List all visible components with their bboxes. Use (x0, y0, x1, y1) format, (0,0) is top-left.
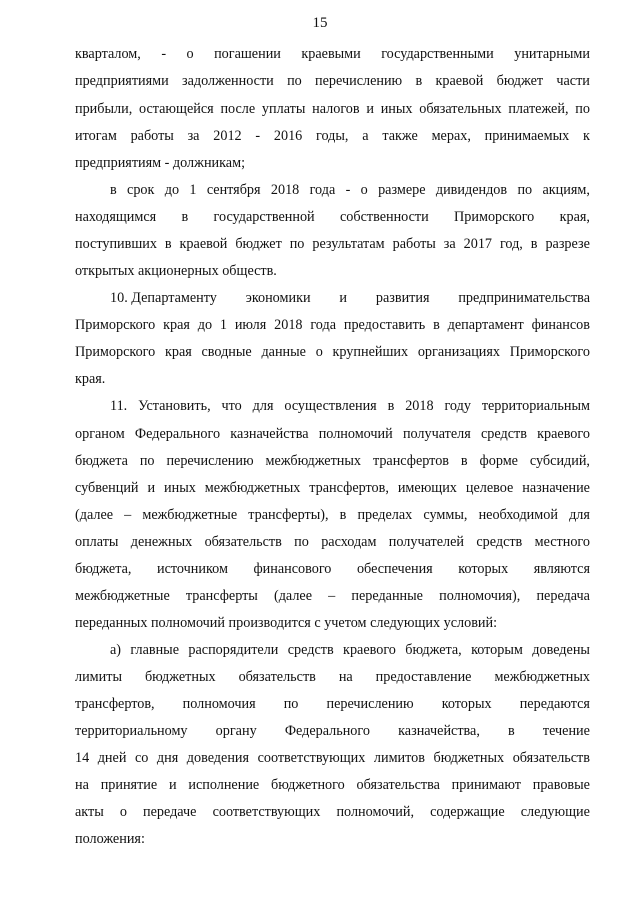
word: иных (164, 480, 196, 496)
word: - (345, 182, 351, 198)
word: в (181, 209, 189, 225)
word: полномочий (318, 426, 393, 442)
word: мерах, (431, 128, 471, 144)
word: бюджет (235, 236, 282, 252)
word: 1 (219, 317, 227, 333)
word: 14 (75, 750, 90, 766)
word: получателя (402, 426, 471, 442)
word: денежных (130, 534, 193, 550)
word: за (443, 236, 456, 252)
word: находящимся (75, 209, 157, 225)
word: главные (130, 642, 180, 658)
word: пределах (357, 507, 413, 523)
word: 2018 (274, 317, 303, 333)
word: в (433, 317, 440, 333)
word: до (197, 317, 213, 333)
word: полномочия (182, 696, 256, 712)
word: предоставить (343, 317, 426, 333)
word: - (255, 128, 261, 144)
word: разрезе (545, 236, 590, 252)
word: до (164, 182, 180, 198)
word: которых (458, 561, 509, 577)
word: лимиты (75, 669, 122, 685)
word: форме (479, 453, 518, 469)
word: на (338, 669, 353, 685)
word: организациях (417, 344, 501, 360)
word: в (387, 398, 395, 414)
word: 2016 (273, 128, 303, 144)
word: соответствующих (257, 750, 366, 766)
word: принимаемых (484, 128, 570, 144)
text-line (75, 749, 590, 767)
word: 2018 (405, 398, 434, 414)
word: межбюджетных (494, 669, 590, 685)
word: – (328, 588, 336, 604)
text-line (110, 289, 590, 307)
word: развития (375, 290, 430, 306)
word: годы, (316, 128, 349, 144)
text-line (75, 695, 590, 713)
text-line (110, 641, 590, 659)
word: местного (534, 534, 590, 550)
word: казначейства, (398, 723, 480, 739)
word: предоставление (375, 669, 472, 685)
word: по (287, 73, 302, 89)
text-line (75, 506, 590, 524)
word: лимитов (373, 750, 425, 766)
word: о (186, 46, 194, 62)
word: о (360, 182, 368, 198)
word: 11. (110, 398, 128, 414)
text-line (75, 425, 590, 443)
word: (далее (273, 588, 313, 604)
word: межбюджетные (142, 507, 238, 523)
word: для (252, 398, 274, 414)
word: года (309, 182, 336, 198)
text-line (75, 208, 590, 226)
word: полномочия), (439, 588, 521, 604)
word: год, (499, 236, 523, 252)
word: в (460, 453, 468, 469)
text-line (110, 397, 590, 415)
word: результатам (312, 236, 385, 252)
word: трансфертов (372, 453, 449, 469)
word: Приморского (454, 209, 535, 225)
page-number: 15 (312, 15, 328, 31)
word: бюджетных (144, 669, 216, 685)
word: унитарными (514, 46, 590, 62)
word: межбюджетных (204, 480, 301, 496)
word: Установить, (138, 398, 211, 414)
word: размере (378, 182, 426, 198)
word: после (220, 101, 256, 117)
text-line: открытых акционерных обществ. (75, 263, 277, 279)
word: государственными (381, 46, 494, 62)
word: переданные (351, 588, 423, 604)
word: полномочий, (336, 804, 415, 820)
word: 2017 (463, 236, 492, 252)
word: акты (75, 804, 104, 820)
text-line (75, 560, 590, 578)
word: – (124, 507, 132, 523)
word: году (444, 398, 471, 414)
word: принятие (100, 777, 158, 793)
word: доведения (186, 750, 250, 766)
word: на (75, 777, 89, 793)
word: поступивших (75, 236, 157, 252)
word: 2012 (213, 128, 242, 144)
word: органу (215, 723, 257, 739)
word: суммы, (423, 507, 468, 523)
word: краевого (537, 426, 590, 442)
word: бюджетного (271, 777, 345, 793)
word: департамент (447, 317, 524, 333)
word: по (575, 101, 590, 117)
word: средств (287, 642, 334, 658)
word: назначение (522, 480, 590, 496)
word: предприятиями (75, 73, 169, 89)
word: 10. Департаменту (110, 290, 217, 306)
word: Приморского (75, 317, 156, 333)
text-line: предприятиям - должникам; (75, 155, 246, 171)
word: необходимой (478, 507, 558, 523)
word: межбюджетных (265, 453, 362, 469)
word: обязательств (512, 750, 590, 766)
word: доведены (532, 642, 590, 658)
word: краевой (435, 73, 484, 89)
word: (далее (75, 507, 114, 523)
word: источником (157, 561, 228, 577)
word: в (415, 73, 423, 89)
word: передаются (519, 696, 590, 712)
word: июля (234, 317, 267, 333)
word: следующие (520, 804, 590, 820)
word: данные (261, 344, 306, 360)
word: краевого (343, 642, 396, 658)
word: соответствующих (212, 804, 321, 820)
word: обязательства (356, 777, 440, 793)
word: по (294, 534, 309, 550)
word: расходам (321, 534, 377, 550)
word: сводные (201, 344, 252, 360)
word: дивидендов (435, 182, 508, 198)
text-line (75, 45, 590, 63)
word: Федерального (134, 426, 221, 442)
word: о (315, 344, 323, 360)
word: со (134, 750, 149, 766)
word: края (163, 317, 190, 333)
word: обязательств (204, 534, 282, 550)
word: 1 (189, 182, 197, 198)
word: к (582, 128, 590, 144)
word: краевой (179, 236, 228, 252)
text-line (75, 235, 590, 253)
word: кварталом, (75, 46, 141, 62)
word: органом (75, 426, 125, 442)
word: бюджета, (405, 642, 462, 658)
text-line (75, 343, 590, 361)
word: крупнейших (332, 344, 409, 360)
word: Федерального (284, 723, 370, 739)
word: государственной (213, 209, 315, 225)
word: сентября (206, 182, 261, 198)
word: содержащие (430, 804, 505, 820)
word: трансфертов, (309, 480, 389, 496)
word: распорядители (188, 642, 279, 658)
word: также (382, 128, 418, 144)
word: Приморского (509, 344, 590, 360)
word: по (283, 696, 299, 712)
text-line: переданных полномочий производится с учетом следующих условий: (75, 615, 498, 631)
word: казначейства (230, 426, 309, 442)
word: и (366, 101, 374, 117)
word: акциям, (542, 182, 590, 198)
word: бюджетных (433, 750, 505, 766)
word: получателей (388, 534, 464, 550)
word: предпринимательства (458, 290, 590, 306)
word: бюджета (75, 453, 128, 469)
word: Приморского (75, 344, 156, 360)
word: 2018 (270, 182, 300, 198)
text-line: положения: (75, 831, 145, 847)
word: краевыми (301, 46, 361, 62)
word: течение (542, 723, 590, 739)
word: части (556, 73, 590, 89)
word: в (508, 723, 515, 739)
word: экономики (245, 290, 311, 306)
word: - (161, 46, 167, 62)
word: для (569, 507, 590, 523)
word: обеспечения (356, 561, 433, 577)
word: края, (559, 209, 590, 225)
text-line (75, 722, 590, 740)
text-line (75, 100, 590, 118)
word: а) (110, 642, 122, 658)
word: уплаты (261, 101, 306, 117)
word: которым (471, 642, 523, 658)
word: задолженности (182, 73, 274, 89)
text-line (75, 316, 590, 334)
word: средств (476, 534, 523, 550)
text-line: края. (75, 371, 106, 387)
word: края (164, 344, 192, 360)
word: налогов (312, 101, 360, 117)
word: субсидий, (529, 453, 590, 469)
word: оплаты (75, 534, 119, 550)
text-line (75, 127, 590, 145)
word: обязательных (419, 101, 502, 117)
word: по (289, 236, 305, 252)
word: в (339, 507, 347, 523)
text-line (110, 181, 590, 199)
word: перечислению (166, 453, 254, 469)
word: передача (536, 588, 590, 604)
word: итогам (75, 128, 117, 144)
word: платежей, (508, 101, 569, 117)
word: работы (392, 236, 436, 252)
word: остающейся (139, 101, 214, 117)
word: по (139, 453, 155, 469)
word: в (110, 182, 117, 198)
word: передаче (143, 804, 197, 820)
text-line (75, 776, 590, 794)
word: финансового (253, 561, 332, 577)
word: трансфертов, (75, 696, 155, 712)
word: по (517, 182, 533, 198)
word: и (339, 290, 348, 306)
word: бюджета, (75, 561, 132, 577)
word: иных (380, 101, 413, 117)
word: финансов (531, 317, 590, 333)
word: срок (127, 182, 155, 198)
word: обязательств (238, 669, 316, 685)
word: территориальному (75, 723, 188, 739)
word: перечислению (326, 696, 414, 712)
word: правовые (532, 777, 590, 793)
word: о (119, 804, 127, 820)
word: исполнение (188, 777, 260, 793)
word: что (221, 398, 242, 414)
word: межбюджетные (75, 588, 170, 604)
word: субвенций (75, 480, 139, 496)
word: и (147, 480, 156, 496)
word: а (362, 128, 369, 144)
word: являются (533, 561, 590, 577)
text-line (75, 668, 590, 686)
word: работы (130, 128, 174, 144)
word: осуществления (284, 398, 377, 414)
word: перечислению (315, 73, 403, 89)
text-line (75, 479, 590, 497)
word: имеющих (397, 480, 457, 496)
word: за (187, 128, 200, 144)
text-line (75, 452, 590, 470)
text-line (75, 72, 590, 90)
word: дня (156, 750, 179, 766)
word: принимают (451, 777, 521, 793)
word: трансферты), (248, 507, 329, 523)
word: трансферты (185, 588, 258, 604)
text-line (75, 533, 590, 551)
word: которых (441, 696, 492, 712)
word: в (164, 236, 172, 252)
word: территориальным (481, 398, 590, 414)
text-line (75, 803, 590, 821)
word: года (310, 317, 337, 333)
word: прибыли, (75, 101, 133, 117)
word: дней (97, 750, 127, 766)
word: целевое (465, 480, 514, 496)
word: собственности (339, 209, 429, 225)
text-line (75, 587, 590, 605)
word: бюджет (496, 73, 544, 89)
word: погашении (214, 46, 281, 62)
word: средств (480, 426, 527, 442)
word: в (530, 236, 538, 252)
word: и (168, 777, 177, 793)
